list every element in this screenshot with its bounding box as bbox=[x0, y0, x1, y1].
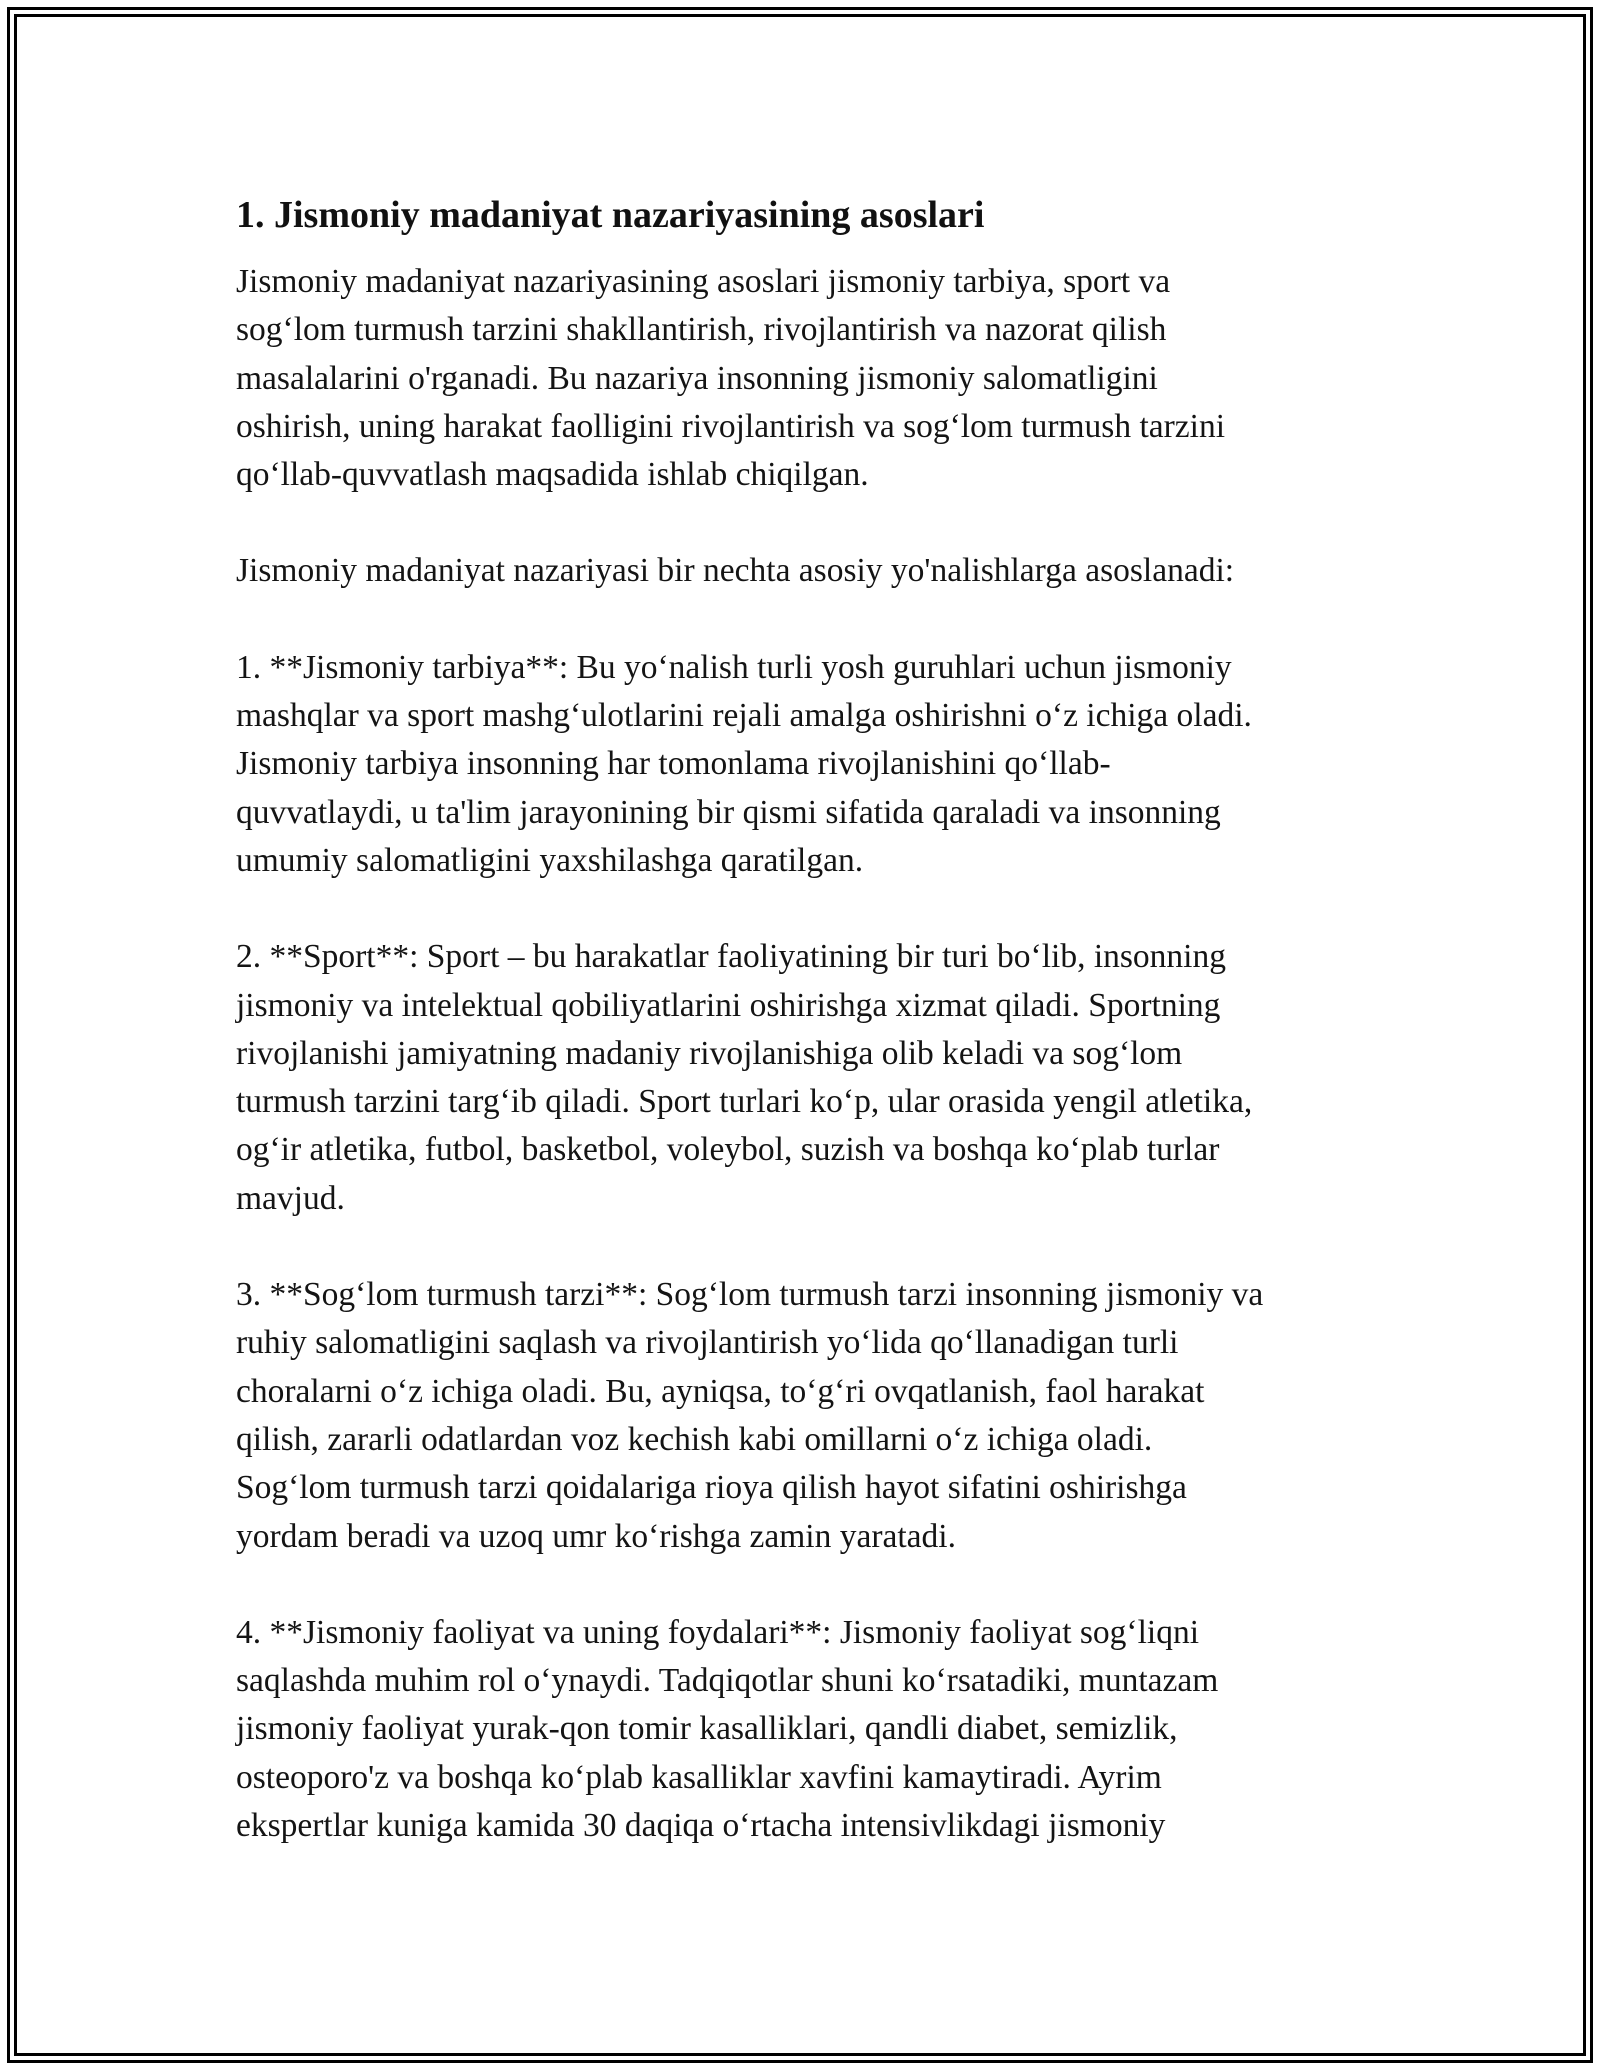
directions-lead-paragraph: Jismoniy madaniyat nazariyasi bir nechta asosiy yo'nalishlarga asoslanadi: bbox=[236, 552, 1235, 590]
list-item-sport: 2. **Sport**: Sport – bu harakatlar faoliyatining bir turi bo‘lib, insonning jismoniy va intelektual qobiliyatlarini oshirishga xizmat qiladi. Sportning rivojlanishi jamiyatning madaniy rivojlanishiga olib keladi va sog‘lom turmush tarzini targ‘ib qiladi. Sport turlari ko‘p, ular orasida yengil atletika, og‘ir atletika, futbol, basketbol, voleybol, suzish va boshqa ko‘plab turlar mavjud. bbox=[236, 938, 1253, 1217]
list-item-physical-education: 1. **Jismoniy tarbiya**: Bu yo‘nalish turli yosh guruhlari uchun jismoniy mashqlar va sport mashg‘ulotlarini rejali amalga oshirishni o‘z ichiga oladi. Jismoniy tarbiya insonning har tomonlama rivojlanishini qo‘llab- quvvatlaydi, u ta'lim jarayonining bir qismi sifatida qaraladi va insonning umumiy salomatligini yaxshilashga qaratilgan. bbox=[236, 648, 1252, 879]
list-item-physical-activity: 4. **Jismoniy faoliyat va uning foydalari**: Jismoniy faoliyat sog‘liqni saqlashda muhim rol o‘ynaydi. Tadqiqotlar shuni ko‘rsatadiki, muntazam jismoniy faoliyat yurak-qon tomir kasalliklari, qandli diabet, semizlik, osteoporo'z va boshqa ko‘plab kasalliklar xavfini kamaytiradi. Ayrim ekspertlar kuniga kamida 30 daqiqa o‘rtacha intensivlikdagi jismoniy bbox=[236, 1613, 1219, 1845]
document-body bbox=[236, 186, 1366, 1898]
list-item-healthy-lifestyle: 3. **Sog‘lom turmush tarzi**: Sog‘lom turmush tarzi insonning jismoniy va ruhiy salomatligini saqlash va rivojlantirish yo‘lida qo‘llanadigan turli choralarni o‘z ichiga oladi. Bu, ayniqsa, to‘g‘ri ovqatlanish, faol harakat qilish, zararli odatlardan voz kechish kabi omillarni o‘z ichiga oladi. Sog‘lom turmush tarzi qoidalariga rioya qilish hayot sifatini oshirishga yordam beradi va uzoq umr ko‘rishga zamin yaratadi. bbox=[236, 1276, 1264, 1555]
intro-paragraph: Jismoniy madaniyat nazariyasining asoslari jismoniy tarbiya, sport va sog‘lom turmush tarzini shakllantirish, rivojlantirish va nazorat qilish masalalarini o'rganadi. Bu nazariya insonning jismoniy salomatligini oshirish, uning harakat faolligini rivojlantirish va sog‘lom turmush tarzini qo‘llab-quvvatlash maqsadida ishlab chiqilgan. bbox=[236, 263, 1226, 494]
section-heading: 1. Jismoniy madaniyat nazariyasining asoslari bbox=[236, 194, 985, 236]
